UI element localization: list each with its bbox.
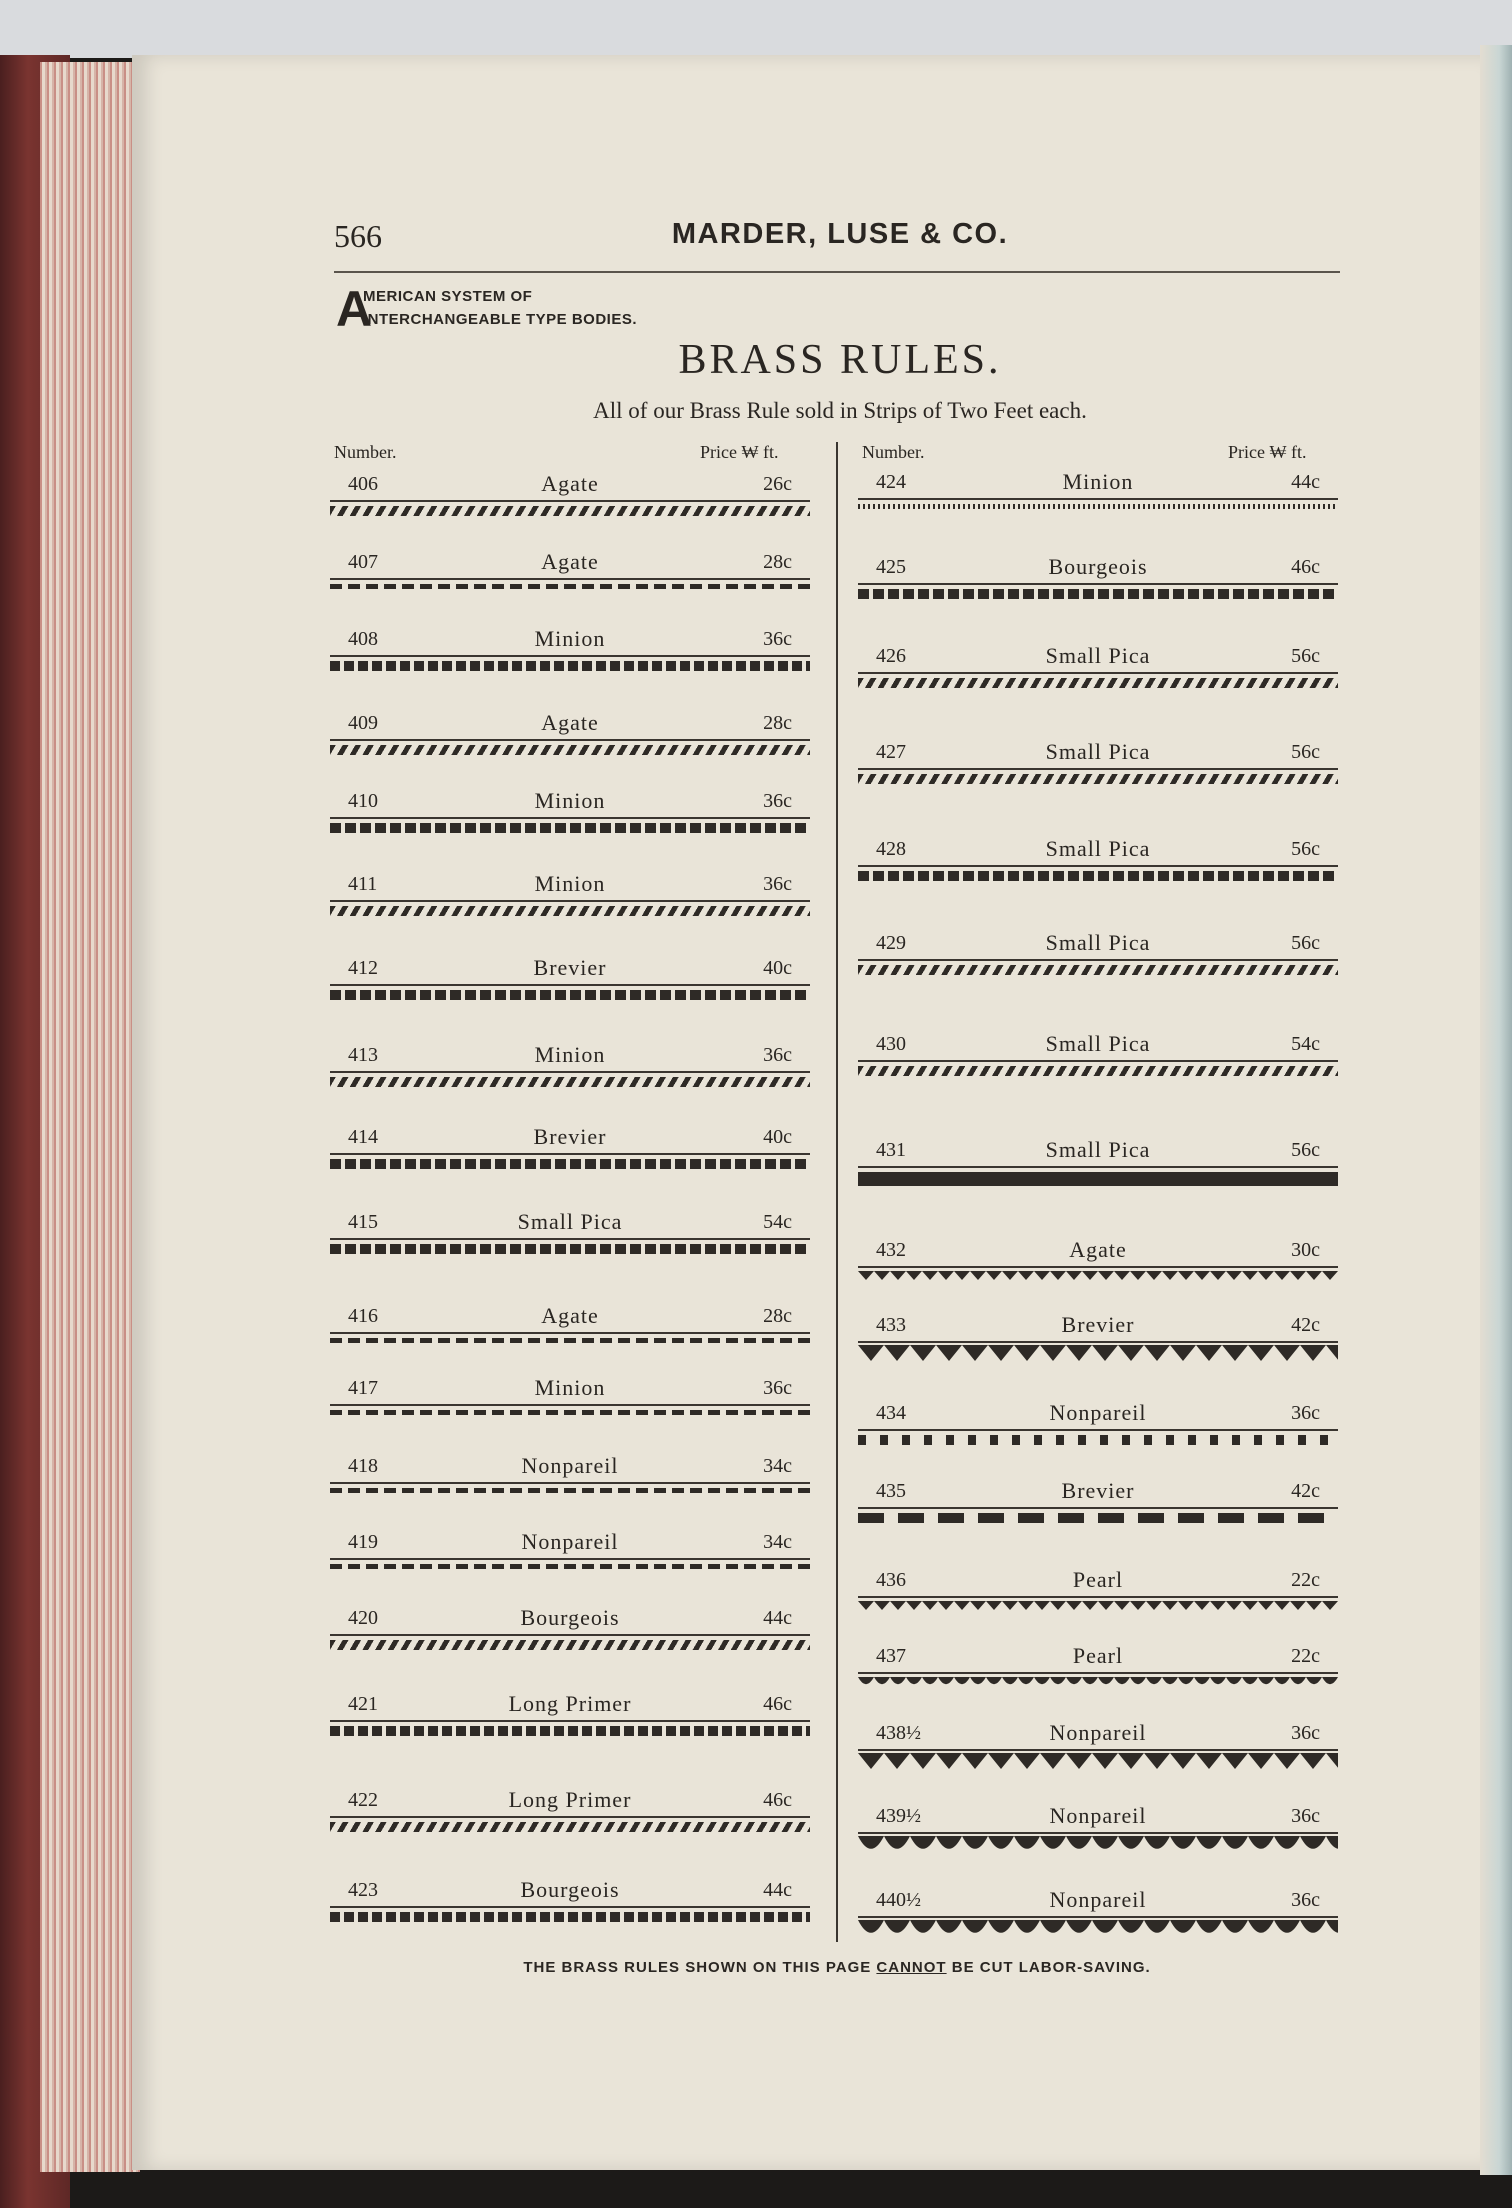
rule-sample bbox=[330, 1238, 810, 1260]
rule-price: 36c bbox=[1291, 1805, 1320, 1827]
rule-sample bbox=[330, 1906, 810, 1928]
rule-entry bbox=[330, 956, 810, 980]
rule-underline bbox=[858, 865, 1338, 867]
rule-ornament-svg bbox=[858, 1836, 1338, 1855]
rule-price: 44c bbox=[763, 1607, 792, 1629]
rule-sample bbox=[858, 1832, 1338, 1854]
rule-entry bbox=[330, 1692, 810, 1716]
rule-underline bbox=[858, 1507, 1338, 1509]
rule-sample bbox=[330, 900, 810, 922]
rule-price: 34c bbox=[763, 1455, 792, 1477]
rule-price: 36c bbox=[763, 1044, 792, 1066]
rule-size-name: Minion bbox=[1062, 469, 1134, 494]
rule-number: 417 bbox=[348, 1377, 378, 1399]
rule-underline bbox=[858, 1832, 1338, 1834]
system-line-1: MERICAN SYSTEM OF bbox=[363, 288, 533, 305]
rule-number: 423 bbox=[348, 1879, 378, 1901]
rule-pattern-scallop-fill bbox=[858, 1920, 1338, 1939]
rule-entry bbox=[330, 550, 810, 574]
rule-size-name: Minion bbox=[534, 871, 606, 896]
rule-entry bbox=[858, 1138, 1338, 1162]
rule-size-name: Agate bbox=[541, 549, 599, 574]
rule-sample bbox=[330, 1558, 810, 1580]
scan-background bbox=[0, 0, 1512, 58]
column-divider bbox=[836, 442, 838, 1942]
rule-underline bbox=[858, 1749, 1338, 1751]
rule-entry bbox=[858, 1644, 1338, 1668]
rule-price: 22c bbox=[1291, 1645, 1320, 1667]
rule-entry bbox=[330, 1376, 810, 1400]
rule-entry bbox=[330, 711, 810, 735]
rule-pattern-slash bbox=[330, 1640, 810, 1650]
page-number: 566 bbox=[334, 218, 382, 254]
rule-number: 439½ bbox=[876, 1805, 921, 1827]
rule-underline bbox=[330, 1153, 810, 1155]
rule-price: 46c bbox=[763, 1693, 792, 1715]
footer-text-before: THE BRASS RULES SHOWN ON THIS PAGE bbox=[523, 1959, 877, 1976]
rule-underline bbox=[858, 1166, 1338, 1168]
rule-underline bbox=[858, 583, 1338, 585]
rule-pattern-saw-small bbox=[858, 1600, 1338, 1612]
rule-sample bbox=[330, 1720, 810, 1742]
rule-size-name: Bourgeois bbox=[520, 1605, 620, 1630]
rule-size-name: Agate bbox=[1069, 1237, 1127, 1262]
rule-size-name: Minion bbox=[534, 1042, 606, 1067]
rule-sample bbox=[858, 865, 1338, 887]
rule-size-name: Bourgeois bbox=[520, 1877, 620, 1902]
rule-sample bbox=[858, 1429, 1338, 1451]
page-edges bbox=[40, 62, 140, 2172]
rule-size-name: Pearl bbox=[1072, 1643, 1124, 1668]
rule-pattern-dash bbox=[330, 1488, 810, 1493]
rule-size-name: Nonpareil bbox=[521, 1453, 619, 1478]
rule-pattern-teeth bbox=[858, 1435, 1338, 1445]
rule-entry bbox=[330, 1043, 810, 1067]
rule-pattern-slash bbox=[858, 774, 1338, 784]
rule-pattern-slash bbox=[330, 506, 810, 516]
rule-number: 420 bbox=[348, 1607, 378, 1629]
rule-ornament-path bbox=[858, 1920, 1338, 1933]
rule-entry bbox=[858, 644, 1338, 668]
rule-entry bbox=[858, 555, 1338, 579]
rule-pattern-dash bbox=[330, 584, 810, 589]
rule-number: 440½ bbox=[876, 1889, 921, 1911]
rule-price: 56c bbox=[1291, 932, 1320, 954]
rule-underline bbox=[330, 1332, 810, 1334]
rule-number: 432 bbox=[876, 1239, 906, 1261]
rule-number: 425 bbox=[876, 556, 906, 578]
rule-sample bbox=[858, 1672, 1338, 1694]
footer-text-after: BE CUT LABOR-SAVING. bbox=[946, 1959, 1151, 1976]
header-rule bbox=[334, 271, 1340, 273]
rule-size-name: Pearl bbox=[1072, 1567, 1124, 1592]
rule-price: 54c bbox=[1291, 1033, 1320, 1055]
rule-number: 427 bbox=[876, 741, 906, 763]
rule-sample bbox=[858, 1266, 1338, 1288]
rule-pattern-saw bbox=[858, 1345, 1338, 1364]
rule-underline bbox=[330, 900, 810, 902]
rule-price: 40c bbox=[763, 1126, 792, 1148]
rule-number: 409 bbox=[348, 712, 378, 734]
rule-ornament-path bbox=[858, 1836, 1338, 1849]
rule-ornament-svg bbox=[858, 1677, 1338, 1689]
rule-ornament-path bbox=[858, 1677, 1338, 1684]
rule-underline bbox=[330, 1906, 810, 1908]
rule-size-name: Nonpareil bbox=[1049, 1720, 1147, 1745]
rule-sample bbox=[858, 1916, 1338, 1938]
rule-underline bbox=[858, 1341, 1338, 1343]
rule-sample bbox=[330, 1332, 810, 1354]
rule-sample bbox=[330, 1071, 810, 1093]
left-number-header: Number. bbox=[334, 442, 397, 462]
rule-size-name: Small Pica bbox=[517, 1209, 623, 1234]
rule-underline bbox=[858, 672, 1338, 674]
rule-pattern-slash bbox=[330, 906, 810, 916]
rule-size-name: Agate bbox=[541, 710, 599, 735]
rule-entry bbox=[858, 1479, 1338, 1503]
right-number-header: Number. bbox=[862, 442, 925, 462]
rule-size-name: Small Pica bbox=[1045, 643, 1151, 668]
rule-price: 40c bbox=[763, 957, 792, 979]
rule-number: 422 bbox=[348, 1789, 378, 1811]
rule-pattern-slash bbox=[330, 745, 810, 755]
rule-number: 438½ bbox=[876, 1722, 921, 1744]
rule-number: 426 bbox=[876, 645, 906, 667]
rule-price: 26c bbox=[763, 473, 792, 495]
rule-underline bbox=[858, 768, 1338, 770]
rule-underline bbox=[858, 1916, 1338, 1918]
rule-underline bbox=[330, 984, 810, 986]
rule-pattern-block bbox=[858, 871, 1338, 881]
rule-sample bbox=[858, 1060, 1338, 1082]
rule-size-name: Brevier bbox=[533, 1124, 607, 1149]
rule-size-name: Long Primer bbox=[508, 1691, 632, 1716]
rule-number: 412 bbox=[348, 957, 378, 979]
rule-price: 22c bbox=[1291, 1569, 1320, 1591]
rule-entry bbox=[330, 789, 810, 813]
rule-number: 407 bbox=[348, 551, 378, 573]
rule-underline bbox=[330, 817, 810, 819]
rule-price: 36c bbox=[1291, 1722, 1320, 1744]
rule-ornament-svg bbox=[858, 1271, 1338, 1283]
rule-sample bbox=[858, 672, 1338, 694]
rule-entry bbox=[858, 1804, 1338, 1828]
rule-price: 30c bbox=[1291, 1239, 1320, 1261]
rule-size-name: Agate bbox=[541, 1303, 599, 1328]
rule-size-name: Minion bbox=[534, 626, 606, 651]
rule-entry bbox=[330, 1304, 810, 1328]
rule-price: 34c bbox=[763, 1531, 792, 1553]
rule-pattern-slash bbox=[858, 965, 1338, 975]
rule-number: 433 bbox=[876, 1314, 906, 1336]
rule-pattern-slash bbox=[330, 1822, 810, 1832]
rule-pattern-dash bbox=[330, 1338, 810, 1343]
rule-pattern-castle bbox=[858, 1513, 1338, 1523]
rule-number: 434 bbox=[876, 1402, 906, 1424]
rule-underline bbox=[330, 1238, 810, 1240]
rule-entry bbox=[858, 931, 1338, 955]
rule-ornament-path bbox=[858, 1753, 1338, 1769]
rule-sample bbox=[330, 655, 810, 677]
rule-pattern-dots bbox=[858, 504, 1338, 509]
rule-size-name: Bourgeois bbox=[1048, 554, 1148, 579]
publisher-heading: MARDER, LUSE & CO. bbox=[671, 218, 1009, 250]
rule-entry bbox=[858, 470, 1338, 494]
rule-pattern-dash bbox=[330, 1564, 810, 1569]
rule-size-name: Small Pica bbox=[1045, 739, 1151, 764]
left-price-header: Price ₩ ft. bbox=[700, 442, 779, 462]
rule-sample bbox=[330, 1153, 810, 1175]
rule-number: 429 bbox=[876, 932, 906, 954]
rule-entry bbox=[330, 1210, 810, 1234]
rule-sample bbox=[330, 1482, 810, 1504]
rule-ornament-path bbox=[858, 1601, 1338, 1610]
rule-entry bbox=[330, 472, 810, 496]
rule-number: 406 bbox=[348, 473, 378, 495]
rule-price: 56c bbox=[1291, 838, 1320, 860]
rule-entry bbox=[858, 1888, 1338, 1912]
rule-entry bbox=[858, 1568, 1338, 1592]
rule-number: 431 bbox=[876, 1139, 906, 1161]
system-line-2: INTERCHANGEABLE TYPE BODIES. bbox=[363, 311, 638, 328]
rule-number: 414 bbox=[348, 1126, 378, 1148]
rule-size-name: Small Pica bbox=[1045, 836, 1151, 861]
rule-underline bbox=[858, 498, 1338, 500]
rule-price: 36c bbox=[763, 873, 792, 895]
rule-sample bbox=[330, 817, 810, 839]
rule-underline bbox=[858, 1429, 1338, 1431]
rule-entry bbox=[858, 837, 1338, 861]
rule-price: 46c bbox=[763, 1789, 792, 1811]
rule-ornament-path bbox=[858, 1271, 1338, 1280]
rule-entry bbox=[330, 627, 810, 651]
rule-pattern-block bbox=[330, 823, 810, 833]
rule-underline bbox=[858, 1672, 1338, 1674]
right-price-header: Price ₩ ft. bbox=[1228, 442, 1307, 462]
rule-pattern-block bbox=[330, 990, 810, 1000]
rule-number: 415 bbox=[348, 1211, 378, 1233]
rule-pattern-slash bbox=[858, 1066, 1338, 1076]
rule-entry bbox=[330, 1878, 810, 1902]
rule-number: 436 bbox=[876, 1569, 906, 1591]
rule-underline bbox=[330, 1482, 810, 1484]
rule-pattern-dash-bold bbox=[330, 661, 810, 671]
rule-price: 56c bbox=[1291, 741, 1320, 763]
right-page-edge bbox=[1480, 45, 1512, 2175]
page-title: BRASS RULES. bbox=[678, 337, 1002, 383]
rule-sample bbox=[330, 500, 810, 522]
rule-entry bbox=[858, 1238, 1338, 1262]
rule-entry bbox=[330, 1530, 810, 1554]
rule-ornament-svg bbox=[858, 1345, 1338, 1364]
rule-size-name: Nonpareil bbox=[1049, 1400, 1147, 1425]
rule-pattern-dash-bold bbox=[330, 1726, 810, 1736]
rule-entry bbox=[330, 1125, 810, 1149]
footer-note bbox=[334, 1959, 1340, 1976]
rule-pattern-block bbox=[330, 1244, 810, 1254]
rule-sample bbox=[858, 768, 1338, 790]
rule-underline bbox=[330, 1558, 810, 1560]
rule-size-name: Brevier bbox=[1061, 1478, 1135, 1503]
rule-size-name: Nonpareil bbox=[1049, 1803, 1147, 1828]
rule-entry bbox=[858, 1032, 1338, 1056]
rule-underline bbox=[858, 1266, 1338, 1268]
rule-size-name: Small Pica bbox=[1045, 1031, 1151, 1056]
footer-emphasis: CANNOT bbox=[876, 1959, 947, 1976]
rule-underline bbox=[330, 578, 810, 580]
rule-pattern-slash bbox=[330, 1077, 810, 1087]
rule-entry bbox=[858, 1401, 1338, 1425]
rule-entry bbox=[858, 740, 1338, 764]
rule-sample bbox=[330, 1404, 810, 1426]
system-initial: A bbox=[336, 281, 373, 337]
rule-pattern-scallop-small bbox=[858, 1676, 1338, 1688]
rule-pattern-block bbox=[330, 1159, 810, 1169]
rule-sample bbox=[330, 739, 810, 761]
rule-sample bbox=[858, 498, 1338, 520]
rule-size-name: Small Pica bbox=[1045, 1137, 1151, 1162]
rule-price: 42c bbox=[1291, 1480, 1320, 1502]
rule-size-name: Nonpareil bbox=[521, 1529, 619, 1554]
rule-size-name: Agate bbox=[541, 471, 599, 496]
rule-number: 437 bbox=[876, 1645, 906, 1667]
rule-price: 54c bbox=[763, 1211, 792, 1233]
rule-pattern-saw bbox=[858, 1753, 1338, 1772]
rule-sample bbox=[330, 1634, 810, 1656]
rule-underline bbox=[330, 1816, 810, 1818]
rule-underline bbox=[330, 1720, 810, 1722]
rule-pattern-heavy bbox=[858, 1172, 1338, 1186]
rule-entry bbox=[858, 1721, 1338, 1745]
rule-price: 28c bbox=[763, 712, 792, 734]
rule-underline bbox=[330, 1634, 810, 1636]
rule-price: 44c bbox=[763, 1879, 792, 1901]
page-subtitle: All of our Brass Rule sold in Strips of Two Feet each. bbox=[593, 398, 1087, 423]
rule-entry bbox=[330, 1606, 810, 1630]
rule-number: 413 bbox=[348, 1044, 378, 1066]
rule-pattern-saw-small bbox=[858, 1270, 1338, 1282]
rule-underline bbox=[330, 1071, 810, 1073]
rule-price: 36c bbox=[1291, 1402, 1320, 1424]
rule-number: 419 bbox=[348, 1531, 378, 1553]
rule-pattern-scallop bbox=[858, 1836, 1338, 1855]
rule-price: 46c bbox=[1291, 556, 1320, 578]
rule-number: 411 bbox=[348, 873, 378, 895]
rule-entry bbox=[330, 872, 810, 896]
rule-size-name: Minion bbox=[534, 788, 606, 813]
rule-size-name: Minion bbox=[534, 1375, 606, 1400]
rule-size-name: Long Primer bbox=[508, 1787, 632, 1812]
rule-underline bbox=[858, 959, 1338, 961]
rule-price: 44c bbox=[1291, 471, 1320, 493]
rule-ornament-path bbox=[858, 1345, 1338, 1361]
rule-number: 410 bbox=[348, 790, 378, 812]
rule-ornament-svg bbox=[858, 1753, 1338, 1772]
rule-sample bbox=[858, 583, 1338, 605]
rule-price: 36c bbox=[763, 790, 792, 812]
rule-underline bbox=[330, 655, 810, 657]
rule-number: 421 bbox=[348, 1693, 378, 1715]
rule-number: 416 bbox=[348, 1305, 378, 1327]
rule-sample bbox=[858, 1166, 1338, 1188]
rule-sample bbox=[330, 578, 810, 600]
rule-price: 42c bbox=[1291, 1314, 1320, 1336]
rule-underline bbox=[330, 500, 810, 502]
rule-ornament-svg bbox=[858, 1601, 1338, 1613]
rule-sample bbox=[858, 1596, 1338, 1618]
rule-entry bbox=[858, 1313, 1338, 1337]
rule-underline bbox=[858, 1060, 1338, 1062]
rule-number: 428 bbox=[876, 838, 906, 860]
rule-size-name: Brevier bbox=[1061, 1312, 1135, 1337]
rule-entry bbox=[330, 1788, 810, 1812]
rule-size-name: Brevier bbox=[533, 955, 607, 980]
rule-pattern-dash bbox=[330, 1410, 810, 1415]
rule-number: 418 bbox=[348, 1455, 378, 1477]
rule-price: 56c bbox=[1291, 1139, 1320, 1161]
rule-price: 28c bbox=[763, 1305, 792, 1327]
rule-pattern-dash-bold bbox=[330, 1912, 810, 1922]
rule-pattern-block bbox=[858, 589, 1338, 599]
rule-entry bbox=[330, 1454, 810, 1478]
rule-size-name: Nonpareil bbox=[1049, 1887, 1147, 1912]
rule-number: 408 bbox=[348, 628, 378, 650]
rule-price: 36c bbox=[1291, 1889, 1320, 1911]
rule-underline bbox=[858, 1596, 1338, 1598]
rule-underline bbox=[330, 1404, 810, 1406]
rule-size-name: Small Pica bbox=[1045, 930, 1151, 955]
rule-sample bbox=[858, 1749, 1338, 1771]
rule-sample bbox=[330, 1816, 810, 1838]
rule-price: 56c bbox=[1291, 645, 1320, 667]
rule-number: 424 bbox=[876, 471, 906, 493]
rule-price: 28c bbox=[763, 551, 792, 573]
rule-sample bbox=[330, 984, 810, 1006]
rule-price: 36c bbox=[763, 1377, 792, 1399]
rule-sample bbox=[858, 1507, 1338, 1529]
rule-ornament-svg bbox=[858, 1920, 1338, 1939]
rule-sample bbox=[858, 959, 1338, 981]
rule-sample bbox=[858, 1341, 1338, 1363]
rule-price: 36c bbox=[763, 628, 792, 650]
rule-underline bbox=[330, 739, 810, 741]
rule-number: 435 bbox=[876, 1480, 906, 1502]
rule-pattern-slash bbox=[858, 678, 1338, 688]
rule-number: 430 bbox=[876, 1033, 906, 1055]
